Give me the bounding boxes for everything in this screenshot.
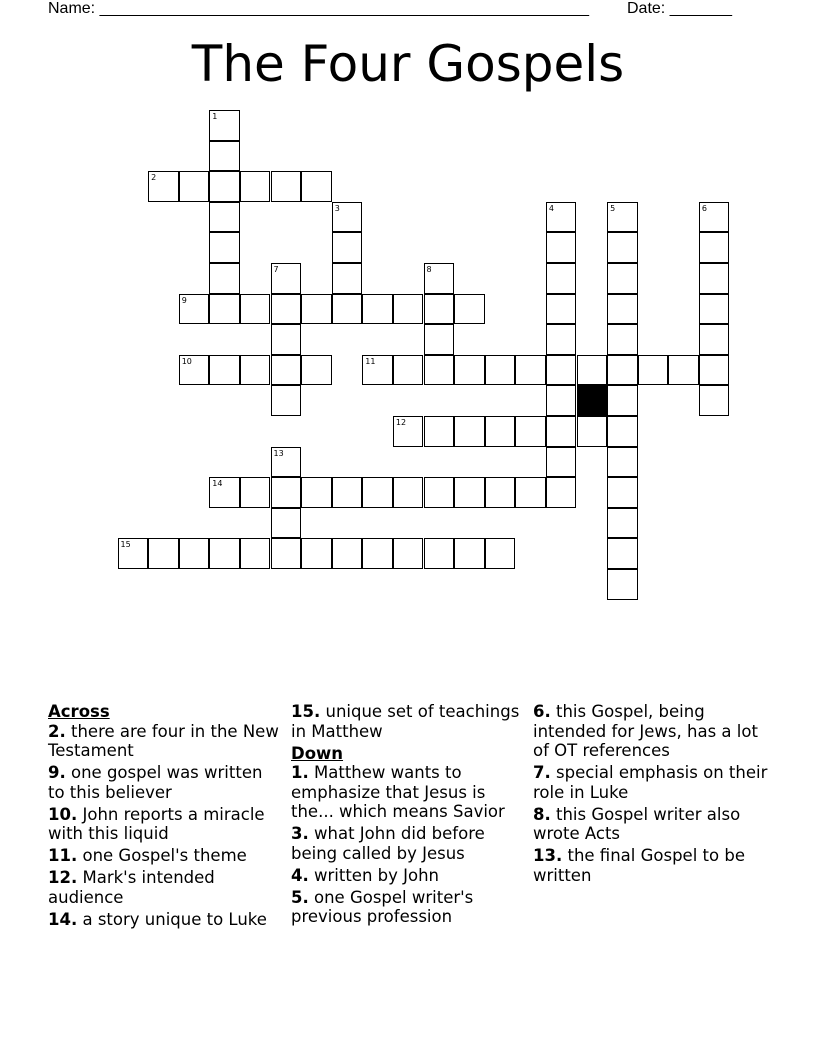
grid-cell[interactable] [209,538,240,569]
grid-cell[interactable] [179,538,210,569]
grid-cell[interactable] [577,355,608,386]
clues-column-1 [48,702,284,932]
grid-cell[interactable] [699,232,730,263]
grid-cell[interactable] [148,538,179,569]
date-line: _______ [669,0,732,17]
grid-cell[interactable] [393,538,424,569]
grid-cell[interactable] [393,294,424,325]
clue-number: 11 [365,356,376,366]
clue-number: 9 [181,295,187,305]
grid-cell[interactable] [607,202,638,233]
clue-number: 8 [426,265,432,274]
grid-cell[interactable] [209,141,240,172]
grid-cell[interactable] [240,171,271,202]
grid-cell[interactable] [546,324,577,355]
clue-number: 14 [212,479,223,489]
grid-cell[interactable] [546,232,577,263]
down-clue: 6. this Gospel, being intended for Jews, has a lot of OT references [533,702,758,760]
grid-cell[interactable] [454,538,485,569]
grid-cell[interactable] [301,477,332,508]
across-clue: 9. one gospel was written to this believer [48,763,263,802]
grid-cell[interactable] [209,294,240,325]
clues-column-3 [533,702,769,888]
grid-cell[interactable] [362,538,393,569]
grid-cell[interactable] [454,355,485,386]
clue-number: 2 [151,173,157,183]
grid-cell[interactable] [332,538,363,569]
grid-cell[interactable] [515,355,546,386]
name-label: Name: [48,0,96,17]
clue-number: 6 [701,203,707,213]
grid-cell[interactable] [424,355,455,386]
grid-cell[interactable] [271,355,302,386]
grid-cell[interactable] [638,355,669,386]
grid-cell[interactable] [271,385,302,416]
grid-cell[interactable] [699,263,730,294]
grid-cell[interactable] [485,355,516,386]
grid-cell[interactable] [332,202,363,233]
grid-cell[interactable] [546,202,577,233]
grid-cell[interactable] [607,294,638,325]
grid-cell[interactable] [424,538,455,569]
across-heading: Across [48,702,110,721]
clue-number: 7 [273,265,279,274]
grid-cell[interactable] [607,477,638,508]
grid-cell[interactable] [240,477,271,508]
grid-cell[interactable] [485,477,516,508]
grid-cell[interactable] [607,447,638,478]
grid-cell[interactable] [515,416,546,447]
name-line: _______________________________________________________ [99,0,589,17]
grid-cell[interactable] [546,447,577,478]
grid-cell[interactable] [607,324,638,355]
grid-cell[interactable] [271,294,302,325]
grid-cell[interactable] [607,416,638,447]
grid-cell[interactable] [179,294,210,325]
grid-cell[interactable] [209,232,240,263]
grid-cell[interactable] [546,477,577,508]
across-clue: 11. one Gospel's theme [48,846,247,865]
grid-cell[interactable] [668,355,699,386]
grid-cell[interactable] [546,263,577,294]
grid-cell[interactable] [209,110,240,141]
grid-cell[interactable] [271,263,302,294]
grid-cell[interactable] [209,477,240,508]
grid-cell[interactable] [607,232,638,263]
clues-column-2 [291,702,527,929]
grid-cell[interactable] [424,294,455,325]
grid-cell[interactable] [271,171,302,202]
grid-cell[interactable] [424,477,455,508]
down-clue: 3. what John did before being called by Jesus [291,824,485,863]
grid-cell[interactable] [699,294,730,325]
grid-cell[interactable] [393,416,424,447]
clue-number: 15 [120,540,131,550]
clue-number: 10 [181,356,192,366]
grid-cell[interactable] [332,232,363,263]
clue-number: 5 [610,203,616,213]
across-clue: 12. Mark's intended audience [48,868,215,907]
grid-cell[interactable] [332,263,363,294]
grid-cell[interactable] [607,385,638,416]
grid-cell[interactable] [332,294,363,325]
grid-cell[interactable] [699,202,730,233]
grid-cell[interactable] [546,385,577,416]
grid-cell[interactable] [607,569,638,600]
grid-cell[interactable] [424,263,455,294]
page-title: The Four Gospels [191,35,625,93]
across-clue: 14. a story unique to Luke [48,909,267,929]
across-clue: 15. unique set of teachings in Matthew [291,702,520,741]
down-clue: 1. Matthew wants to emphasize that Jesus is the... which means Savior [291,763,505,821]
grid-cell[interactable] [485,416,516,447]
grid-cell[interactable] [301,355,332,386]
down-clue: 7. special emphasis on their role in Luke [533,763,768,802]
grid-cell[interactable] [393,477,424,508]
clue-number: 4 [548,203,554,213]
grid-cell[interactable] [148,171,179,202]
grid-cell[interactable] [454,477,485,508]
grid-cell[interactable] [209,202,240,233]
grid-cell[interactable] [271,538,302,569]
grid-cell[interactable] [240,294,271,325]
across-clue: 10. John reports a miracle with this liquid [48,804,265,843]
grid-cell[interactable] [209,171,240,202]
grid-cell[interactable] [699,355,730,386]
grid-cell[interactable] [179,171,210,202]
grid-cell[interactable] [577,416,608,447]
clue-number: 12 [395,418,407,427]
grid-cell[interactable] [485,538,516,569]
clue-number: 13 [273,448,284,458]
grid-cell[interactable] [699,385,730,416]
grid-cell[interactable] [699,324,730,355]
grid-cell[interactable] [362,477,393,508]
grid-cell[interactable] [179,355,210,386]
grid-cell[interactable] [546,355,577,386]
grid-cell[interactable] [362,355,393,386]
clue-number: 1 [212,112,218,121]
down-clue: 13. the final Gospel to be written [533,846,745,885]
grid-cell[interactable] [454,294,485,325]
grid-cell[interactable] [515,477,546,508]
down-heading: Down [291,743,344,763]
grid-cell[interactable] [546,416,577,447]
grid-cell[interactable] [607,355,638,386]
grid-cell[interactable] [607,263,638,294]
clue-number: 3 [334,203,340,213]
down-clue: 4. written by John [291,865,440,885]
grid-cell[interactable] [271,324,302,355]
down-clue: 5. one Gospel writer's previous profession [291,887,474,926]
grid-cell[interactable] [362,294,393,325]
grid-cell[interactable] [118,538,149,569]
grid-cell[interactable] [209,355,240,386]
grid-cell[interactable] [209,263,240,294]
grid-cell[interactable] [301,294,332,325]
grid-cell[interactable] [271,477,302,508]
grid-cell[interactable] [271,508,302,539]
grid-cell[interactable] [332,477,363,508]
grid-cell[interactable] [424,324,455,355]
down-clue: 8. this Gospel writer also wrote Acts [533,804,741,843]
grid-cell[interactable] [393,355,424,386]
grid-cell[interactable] [271,447,302,478]
black-cell [577,385,608,416]
grid-cell[interactable] [546,294,577,325]
grid-cell[interactable] [454,416,485,447]
grid-cell[interactable] [607,508,638,539]
grid-cell[interactable] [424,416,455,447]
grid-cell[interactable] [607,538,638,569]
grid-cell[interactable] [240,355,271,386]
date-label: Date: [627,0,666,17]
across-clue: 2. there are four in the New Testament [48,721,279,760]
grid-cell[interactable] [301,538,332,569]
grid-cell[interactable] [240,538,271,569]
grid-cell[interactable] [301,171,332,202]
